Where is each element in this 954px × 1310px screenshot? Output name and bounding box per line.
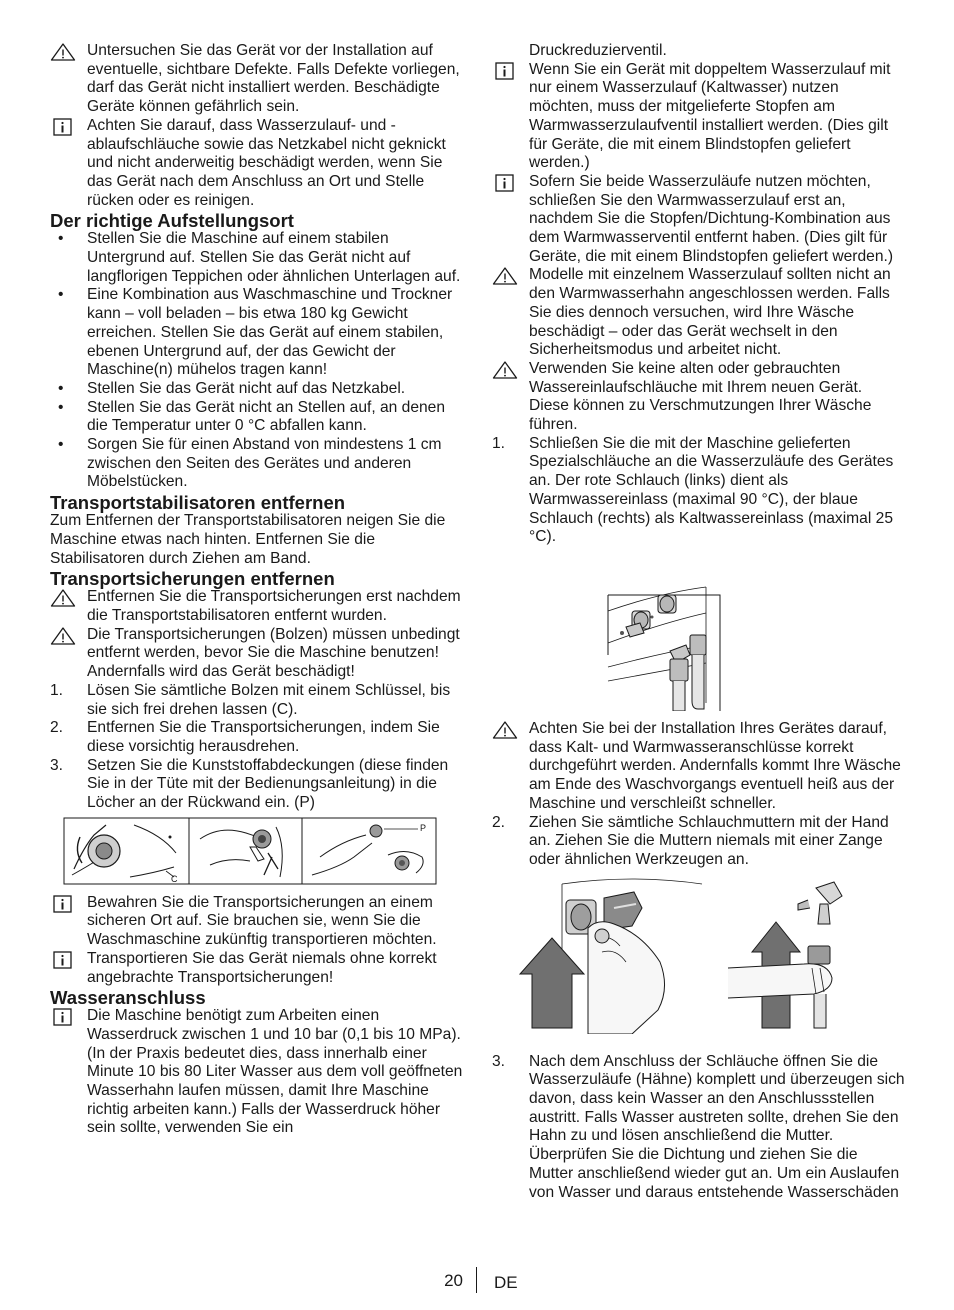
info-marker <box>492 174 518 192</box>
note-text: Ziehen Sie sämtliche Schlauchmuttern mit der Hand an. Ziehen Sie die Muttern niemals mit einer Zange oder ähnlichen Werkzeugen an. <box>529 813 889 868</box>
info-icon <box>50 118 76 136</box>
bullet-marker: • <box>58 436 64 454</box>
bullet-marker: • <box>58 398 64 416</box>
cold-inlet-valve <box>658 595 676 613</box>
tap <box>798 882 842 924</box>
note-text: Transportieren Sie das Gerät niemals ohne korrekt angebrachte Transportsicherungen! <box>87 949 437 986</box>
note-text: Lösen Sie sämtliche Bolzen mit einem Schlüssel, bis sie sich frei drehen lassen (C). <box>87 681 451 718</box>
warning-marker <box>50 43 76 61</box>
water-inlets-illustration <box>492 583 906 711</box>
section-heading: Transportstabilisatoren entfernen <box>50 492 346 514</box>
info-marker <box>50 895 76 913</box>
info-marker <box>50 118 76 136</box>
warning-icon <box>50 43 76 61</box>
figure-tighten <box>492 878 906 1039</box>
figure-bolts <box>50 817 464 890</box>
info-icon <box>50 895 76 913</box>
warning-icon <box>50 589 76 607</box>
warning-marker <box>492 267 518 285</box>
info-icon <box>492 174 518 192</box>
label-c: C <box>171 873 178 884</box>
warning-note <box>492 360 906 435</box>
info-icon <box>50 951 76 969</box>
note-text: Setzen Sie die Kunststoffabdeckungen (diese finden Sie in der Tüte mit der Bedienungsanleitung) in die Löcher an der Rückwand ein. (P) <box>87 756 449 812</box>
step-number: 2. <box>50 719 64 737</box>
warning-icon <box>492 721 518 739</box>
page-footer <box>0 1271 954 1295</box>
bullet-note <box>50 230 464 286</box>
paragraph: Zum Entfernen der Transportstabilisatoren neigen Sie die Maschine etwas nach hinten. Entfernen Sie die Stabilisatoren durch Ziehen am Band. <box>50 512 446 567</box>
info-icon <box>50 1008 76 1026</box>
section-heading: Der richtige Aufstellungsort <box>50 210 294 232</box>
step-number: 1. <box>50 681 64 699</box>
tighten-hose-nuts-illustration <box>492 878 906 1034</box>
note-text: Entfernen Sie die Transportsicherungen, indem Sie diese vorsichtig herausdrehen. <box>87 719 440 755</box>
info-marker <box>50 951 76 969</box>
info-note <box>50 894 464 950</box>
bullet-note <box>50 286 464 380</box>
right-column <box>492 42 906 1202</box>
hand <box>588 921 665 1033</box>
hot-water-hose <box>670 645 690 711</box>
note-text: Die Transportsicherungen (Bolzen) müssen unbedingt entfernt werden, bevor Sie die Maschine benutzen! Andernfalls wird das Gerät beschädigt! <box>87 625 460 681</box>
note-text: Verwenden Sie keine alten oder gebrauchten Wassereinlaufschläuche mit Ihrem neuen Gerät. Diese können zu Verschmutzungen Ihrer Wäsche führen. <box>529 359 872 434</box>
warning-icon <box>492 267 518 285</box>
numbered-note <box>50 682 464 719</box>
bullet-marker: • <box>58 286 64 304</box>
note-text: Modelle mit einzelnem Wasserzulauf sollten nicht an den Warmwasserhahn angeschlossen werden. Falls Sie dies dennoch versuchen, wird Ihre Wäsche beschädigt – oder das Gerät wechselt in den Sicherheitsmodus und arbeitet nicht. <box>529 266 891 359</box>
info-note <box>50 1007 464 1138</box>
note-text: Sorgen Sie für einen Abstand von mindestens 1 cm zwischen den Seiten des Gerätes und anderen Möbelstücken. <box>87 436 442 491</box>
warning-note <box>492 266 906 360</box>
cold-water-hose <box>626 623 706 709</box>
note-text: Untersuchen Sie das Gerät vor der Installation auf eventuelle, sichtbare Defekte. Falls Defekte vorliegen, darf das Gerät nicht installiert werden. Beschädigte Geräte können gefährlich sein. <box>87 42 460 116</box>
note-text: Nach dem Anschluss der Schläuche öffnen Sie die Wasserzuläufe (Hähne) komplett und überzeugen sich davon, dass kein Wasser an den Anschlussstellen austritt. Falls Wasser austreten sollte, drehen Sie den Hahn zu und lösen anschließend die Mutter. Überprüfen Sie die Dichtung und ziehen Sie die Mutter anschließend wieder gut an. Um ein Auslaufen von Wasser und daraus entstehende Wasserschäden <box>529 1052 905 1201</box>
note-text: Eine Kombination aus Waschmaschine und Trockner kann – voll beladen – bis etwa 180 kg Gewicht erreichen. Stellen Sie das Gerät auf einem stabilen, ebenen Untergrund auf, der das Gewicht der Maschine(n) mühelos tragen kann! <box>87 286 453 379</box>
bullet-note <box>50 399 464 436</box>
numbered-note <box>492 814 906 870</box>
up-arrow-icon <box>520 938 584 1028</box>
info-marker <box>492 62 518 80</box>
warning-marker <box>50 627 76 645</box>
section-heading: Wasseranschluss <box>50 987 206 1009</box>
warning-note <box>50 588 464 625</box>
note-text: Stellen Sie das Gerät nicht an Stellen auf, an denen die Temperatur unter 0 °C abfallen kann. <box>87 398 446 435</box>
step-number: 2. <box>492 813 506 831</box>
step-number: 3. <box>50 756 64 774</box>
left-column <box>50 42 464 1138</box>
note-text: Die Maschine benötigt zum Arbeiten einen Wasserdruck zwischen 1 und 10 bar (0,1 bis 10 MPa). (In der Praxis bedeutet dies, dass innerhalb einer Minute 10 bis 80 Liter Wasser aus dem voll geöffneten Wasserhahn laufen müssen, damit Ihre Maschine richtig arbeiten kann.) Falls der Wasserdruck höher sein sollte, verwenden Sie ein <box>87 1007 463 1137</box>
info-note <box>50 950 464 987</box>
step-number: 3. <box>492 1052 506 1070</box>
info-marker <box>50 1008 76 1026</box>
warning-note <box>492 720 906 814</box>
numbered-note <box>50 719 464 756</box>
numbered-note <box>492 1053 906 1203</box>
info-note <box>492 173 906 267</box>
note-text: Achten Sie darauf, dass Wasserzulauf- und -ablaufschläuche sowie das Netzkabel nicht geknickt und nicht anderweitig beschädigt werden, wenn Sie das Gerät nach dem Anschluss an Ort und Stelle rücken oder es reinigen. <box>87 116 446 209</box>
bullet-marker: • <box>58 379 64 397</box>
note-text: Stellen Sie die Maschine auf einem stabilen Untergrund auf. Stellen Sie das Gerät nicht auf langflorigen Teppichen oder ähnlichen Unterlagen auf. <box>87 230 461 285</box>
numbered-note <box>50 757 464 813</box>
step-number: 1. <box>492 434 506 452</box>
note-text: Schließen Sie die mit der Maschine gelieferten Spezialschläuche an die Wasserzuläufe des Gerätes an. Der rote Schlauch (links) dient als Warmwassereinlass (maximal 90 °C), der blaue Schlauch (rechts) als Kaltwassereinlass (maximal 25 °C). <box>529 434 894 546</box>
info-note <box>492 61 906 173</box>
numbered-note <box>492 435 906 547</box>
note-text: Achten Sie bei der Installation Ihres Gerätes darauf, dass Kalt- und Warmwasseranschlüsse korrekt durchgeführt werden. Andernfalls kommt Ihre Wäsche am Ende des Waschvorgangs eventuell heiß aus der Maschine und verschleißt schneller. <box>529 719 901 812</box>
figure-inlets <box>492 583 906 716</box>
info-icon <box>492 62 518 80</box>
page-number: 20 <box>444 1271 463 1290</box>
bullet-marker: • <box>58 230 64 248</box>
transport-bolts-illustration <box>50 817 450 885</box>
warning-marker <box>492 361 518 379</box>
note-text: Wenn Sie ein Gerät mit doppeltem Wasserzulauf mit nur einem Wasserzulauf (Kaltwasser) nutzen möchten, muss der mitgelieferte Stopfen am Warmwasserzulaufventil installiert werden. (Dies gilt für Geräte, die mit einem Blindstopfen geliefert werden.) <box>529 60 891 172</box>
label-p: P <box>420 822 427 833</box>
warning-icon <box>492 361 518 379</box>
warning-note <box>50 626 464 682</box>
warning-icon <box>50 627 76 645</box>
language-code: DE <box>494 1273 518 1292</box>
footer-divider <box>476 1267 477 1293</box>
note-text: Bewahren Sie die Transportsicherungen an einem sicheren Ort auf. Sie brauchen sie, wenn Sie die Waschmaschine zukünftig transportieren möchten. <box>87 893 437 949</box>
note-text: Sofern Sie beide Wasserzuläufe nutzen möchten, schließen Sie den Warmwasserzulauf erst an, nachdem Sie die Stopfen/Dichtung-Kombination aus dem Warmwasserventil entfernt haben. (Dies gilt für Geräte, die mit einem Blindstopfen geliefert werden.) <box>529 172 894 265</box>
bullet-note <box>50 380 464 399</box>
note-text: Entfernen Sie die Transportsicherungen erst nachdem die Transportstabilisatoren entfernt wurden. <box>87 588 461 624</box>
warning-marker <box>50 589 76 607</box>
note-text: Stellen Sie das Gerät nicht auf das Netzkabel. <box>87 379 406 397</box>
warning-note <box>50 42 464 117</box>
warning-marker <box>492 721 518 739</box>
continued-text: Druckreduzierventil. <box>529 42 667 59</box>
info-note <box>50 117 464 211</box>
bullet-note <box>50 436 464 492</box>
section-heading: Transportsicherungen entfernen <box>50 568 335 590</box>
